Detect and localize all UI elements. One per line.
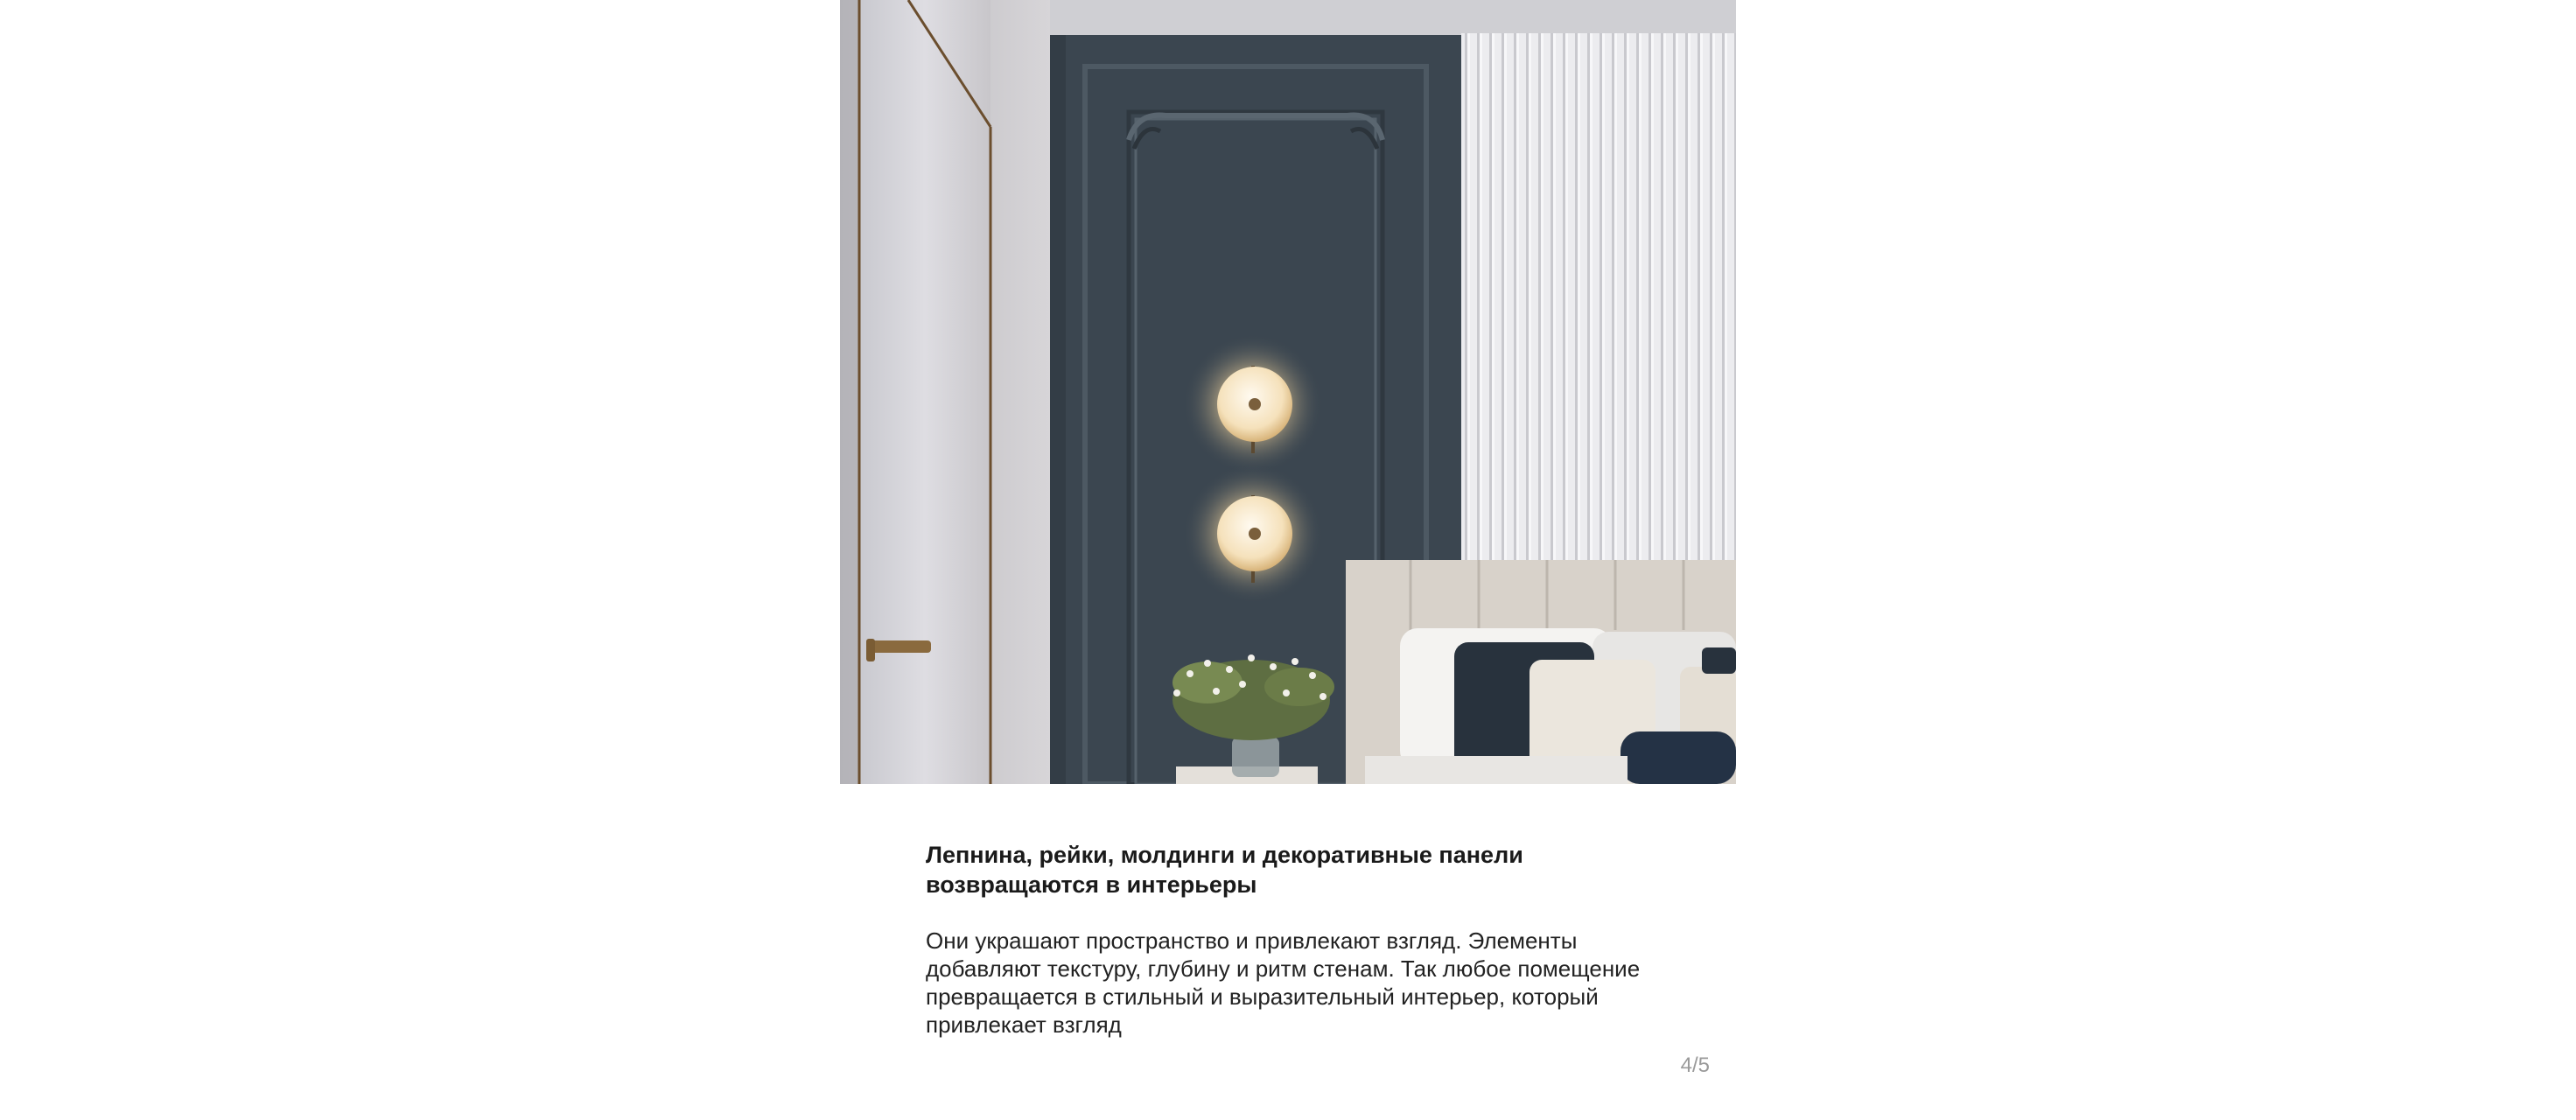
slide-body: Они украшают пространство и привлекают взгляд. Элементы добавляют текстуру, глубину и ритм стенам. Так любое помещение превращается в стильный и выразительный интерьер, который привлекает взгляд — [926, 928, 1641, 1038]
slide-caption — [926, 840, 1643, 1039]
door-handle — [866, 640, 931, 653]
slide-card — [840, 0, 1736, 1120]
vase — [1232, 737, 1279, 777]
interior-photo — [840, 0, 1736, 784]
door — [859, 0, 990, 784]
bolster-cushion — [1620, 732, 1736, 784]
page-indicator: 4/5 — [1680, 1054, 1710, 1077]
slide-heading: Лепнина, рейки, молдинги и декоративные панели возвращаются в интерьеры — [926, 842, 1523, 898]
